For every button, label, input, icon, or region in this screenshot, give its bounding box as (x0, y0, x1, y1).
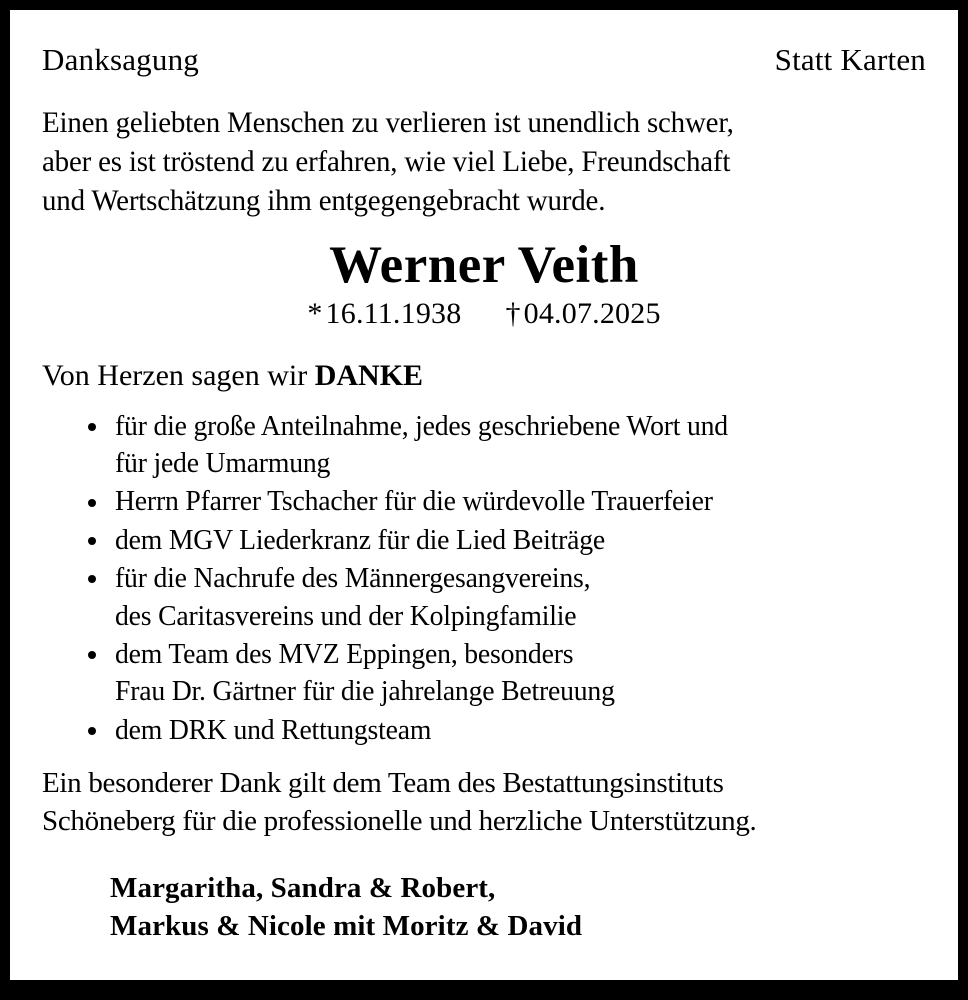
list-item-line: Frau Dr. Gärtner für die jahrelange Betreuung (115, 675, 615, 708)
closing-line: Schöneberg für die professionelle und herzliche Unterstützung. (42, 804, 757, 837)
list-item (42, 636, 926, 711)
intro-line: und Wertschätzung ihm entgegengebracht wurde. (42, 184, 606, 217)
obituary-card (10, 10, 958, 980)
deceased-name: Werner Veith (329, 236, 639, 294)
closing-line: Ein besonderer Dank gilt dem Team des Bestattungsinstituts (42, 767, 724, 800)
list-item-line: dem Team des MVZ Eppingen, besonders (115, 638, 574, 671)
closing-paragraph (42, 765, 926, 840)
family-signature (42, 869, 926, 946)
list-item-line: für die Nachrufe des Männergesangvereins, (115, 562, 591, 595)
birth-date-value: 16.11.1938 (325, 296, 462, 330)
life-dates (42, 296, 926, 332)
birth-star-icon: * (307, 296, 323, 330)
bullet-dot-icon (88, 537, 96, 545)
list-item (42, 408, 926, 483)
death-date-item (505, 296, 660, 332)
thanks-list (42, 408, 926, 750)
notice-header (42, 44, 926, 75)
list-item-line: Herrn Pfarrer Tschacher für die würdevolle Trauerfeier (115, 485, 713, 518)
intro-paragraph (42, 103, 895, 220)
bullet-dot-icon (88, 727, 96, 735)
bullet-dot-icon (88, 575, 96, 583)
list-item (42, 712, 926, 749)
list-item-line: dem DRK und Rettungsteam (115, 713, 432, 746)
list-item-line: dem MGV Liederkranz für die Lied Beiträge (115, 523, 605, 556)
intro-line: aber es ist tröstend zu erfahren, wie viel Liebe, Freundschaft (42, 145, 731, 178)
deceased-name-block (42, 238, 926, 332)
thanks-emphasis-danke: DANKE (314, 358, 424, 392)
list-item-line: für jede Umarmung (115, 447, 331, 480)
list-item-line: für die große Anteilnahme, jedes geschriebene Wort und (115, 409, 728, 442)
signature-line: Markus & Nicole mit Moritz & David (110, 910, 583, 943)
birth-date-item (307, 296, 461, 332)
list-item-line: des Caritasvereins und der Kolpingfamilie (115, 599, 577, 632)
thanks-intro-prefix: Von Herzen sagen wir (42, 358, 315, 392)
bullet-dot-icon (88, 423, 96, 431)
list-item (42, 560, 926, 635)
instead-of-cards-label: Statt Karten (774, 42, 926, 77)
death-date-value: 04.07.2025 (523, 296, 661, 330)
thanks-intro-line (42, 358, 926, 394)
bullet-dot-icon (88, 499, 96, 507)
list-item (42, 483, 926, 520)
signature-line: Margaritha, Sandra & Robert, (110, 871, 496, 904)
cross-dagger-icon: † (505, 296, 521, 330)
notice-type-label: Danksagung (42, 42, 199, 77)
intro-line: Einen geliebten Menschen zu verlieren ist unendlich schwer, (42, 106, 734, 139)
bullet-dot-icon (88, 651, 96, 659)
list-item (42, 522, 926, 559)
